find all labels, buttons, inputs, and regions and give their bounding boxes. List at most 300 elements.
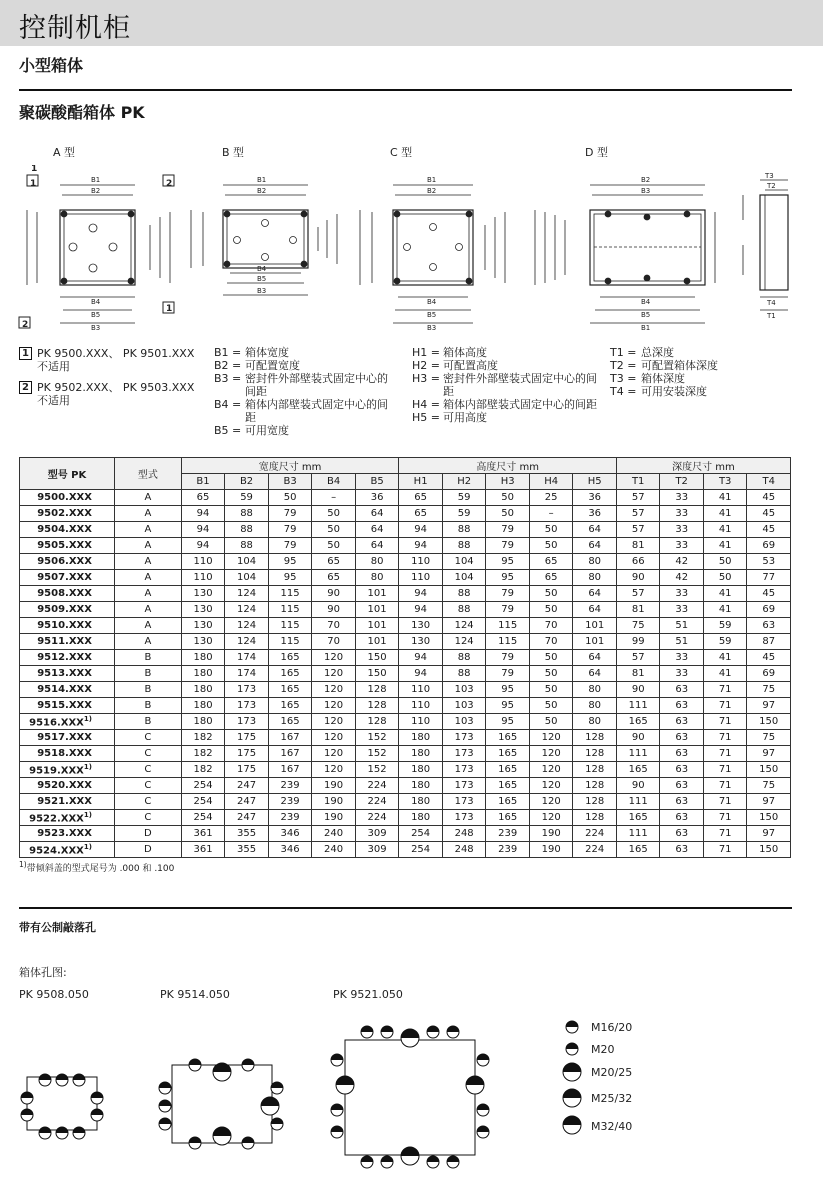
table-cell: A bbox=[114, 506, 181, 522]
table-cell: 50 bbox=[529, 522, 573, 538]
table-cell: 88 bbox=[442, 586, 486, 602]
table-cell: 69 bbox=[747, 538, 791, 554]
table-cell: B bbox=[114, 714, 181, 730]
table-cell: 180 bbox=[181, 698, 225, 714]
table-cell: 95 bbox=[268, 570, 312, 586]
table-cell: 66 bbox=[616, 554, 660, 570]
table-cell: 248 bbox=[442, 842, 486, 858]
model-header: 型号 PK bbox=[20, 458, 115, 490]
svg-text:B4: B4 bbox=[91, 298, 101, 306]
table-cell: 165 bbox=[486, 746, 530, 762]
table-cell: 50 bbox=[529, 586, 573, 602]
table-cell: 79 bbox=[486, 666, 530, 682]
table-cell: 190 bbox=[529, 826, 573, 842]
table-cell: 79 bbox=[268, 522, 312, 538]
subtitle: 小型箱体 bbox=[19, 56, 84, 75]
table-cell: 63 bbox=[660, 682, 703, 698]
height-group-header: 高度尺寸 mm bbox=[399, 458, 617, 474]
table-cell: 173 bbox=[442, 762, 486, 778]
table-cell: A bbox=[114, 522, 181, 538]
table-cell: A bbox=[114, 602, 181, 618]
table-cell: A bbox=[114, 634, 181, 650]
table-row bbox=[20, 762, 791, 778]
table-cell: 165 bbox=[268, 698, 312, 714]
table-cell: 63 bbox=[660, 826, 703, 842]
table-cell: 94 bbox=[181, 538, 225, 554]
table-cell: 95 bbox=[486, 554, 530, 570]
table-cell: 182 bbox=[181, 746, 225, 762]
table-cell: 94 bbox=[399, 650, 443, 666]
table-cell: 165 bbox=[486, 762, 530, 778]
size-m32-40: M32/40 bbox=[591, 1120, 633, 1133]
svg-text:T3: T3 bbox=[765, 172, 774, 180]
table-cell: 45 bbox=[747, 490, 791, 506]
col-header-h4: H4 bbox=[529, 474, 573, 490]
table-cell: 33 bbox=[660, 586, 703, 602]
table-cell: 45 bbox=[747, 650, 791, 666]
model-cell: 9508.XXX bbox=[20, 586, 115, 602]
table-row bbox=[20, 586, 791, 602]
svg-text:B2: B2 bbox=[91, 187, 101, 195]
table-cell: 180 bbox=[399, 794, 443, 810]
table-cell: 101 bbox=[573, 634, 617, 650]
table-cell: 152 bbox=[355, 730, 399, 746]
table-cell: 41 bbox=[703, 586, 746, 602]
table-cell: 69 bbox=[747, 666, 791, 682]
table-cell: 111 bbox=[616, 698, 660, 714]
table-cell: 103 bbox=[442, 682, 486, 698]
table-cell: 224 bbox=[355, 794, 399, 810]
table-cell: 80 bbox=[573, 714, 617, 730]
svg-text:B1: B1 bbox=[91, 176, 101, 184]
table-cell: D bbox=[114, 826, 181, 842]
table-cell: 239 bbox=[268, 810, 312, 826]
table-cell: 120 bbox=[529, 778, 573, 794]
table-cell: 33 bbox=[660, 490, 703, 506]
divider bbox=[19, 89, 792, 91]
svg-text:1: 1 bbox=[166, 304, 173, 314]
table-cell: A bbox=[114, 586, 181, 602]
table-cell: 75 bbox=[747, 778, 791, 794]
width-group-header: 宽度尺寸 mm bbox=[181, 458, 399, 474]
table-cell: A bbox=[114, 570, 181, 586]
type-header: 型式 bbox=[114, 458, 181, 490]
table-cell: 110 bbox=[399, 570, 443, 586]
col-header-t3: T3 bbox=[703, 474, 746, 490]
svg-text:B5: B5 bbox=[641, 311, 651, 319]
svg-text:B3: B3 bbox=[91, 324, 101, 332]
table-row bbox=[20, 730, 791, 746]
table-cell: 80 bbox=[573, 682, 617, 698]
hole-label: 箱体孔图: bbox=[19, 966, 67, 979]
table-cell: 355 bbox=[225, 826, 269, 842]
table-row bbox=[20, 794, 791, 810]
table-cell: 71 bbox=[703, 826, 746, 842]
table-cell: 64 bbox=[573, 522, 617, 538]
table-cell: 51 bbox=[660, 634, 703, 650]
table-cell: 239 bbox=[268, 778, 312, 794]
table-cell: 240 bbox=[312, 842, 356, 858]
table-cell: 50 bbox=[529, 698, 573, 714]
table-cell: 94 bbox=[399, 538, 443, 554]
table-cell: 33 bbox=[660, 538, 703, 554]
svg-text:B3: B3 bbox=[641, 187, 651, 195]
table-cell: 247 bbox=[225, 794, 269, 810]
table-cell: 128 bbox=[355, 698, 399, 714]
col-header-t4: T4 bbox=[747, 474, 791, 490]
table-cell: 165 bbox=[268, 666, 312, 682]
model-cell: 9515.XXX bbox=[20, 698, 115, 714]
table-cell: 64 bbox=[573, 586, 617, 602]
table-cell: A bbox=[114, 538, 181, 554]
table-cell: 95 bbox=[486, 698, 530, 714]
table-cell: 90 bbox=[616, 570, 660, 586]
table-cell: 50 bbox=[529, 602, 573, 618]
table-row bbox=[20, 682, 791, 698]
dimension-drawings bbox=[15, 165, 795, 335]
table-cell: 88 bbox=[442, 522, 486, 538]
table-cell: 95 bbox=[268, 554, 312, 570]
table-row bbox=[20, 842, 791, 858]
table-cell: 57 bbox=[616, 506, 660, 522]
table-cell: 71 bbox=[703, 842, 746, 858]
table-cell: 128 bbox=[573, 794, 617, 810]
model-cell: 9516.XXX$^{1)}$ bbox=[20, 714, 115, 730]
table-cell: 71 bbox=[703, 762, 746, 778]
table-cell: 50 bbox=[529, 666, 573, 682]
table-cell: 110 bbox=[399, 714, 443, 730]
table-cell: 50 bbox=[268, 490, 312, 506]
table-cell: B bbox=[114, 650, 181, 666]
table-cell: 64 bbox=[355, 506, 399, 522]
table-cell: 248 bbox=[442, 826, 486, 842]
table-cell: 57 bbox=[616, 522, 660, 538]
table-cell: 190 bbox=[312, 778, 356, 794]
model-cell: 9514.XXX bbox=[20, 682, 115, 698]
table-cell: 180 bbox=[399, 762, 443, 778]
model-cell: 9522.XXX$^{1)}$ bbox=[20, 810, 115, 826]
col-header-h1: H1 bbox=[399, 474, 443, 490]
table-cell: 239 bbox=[268, 794, 312, 810]
table-cell: C bbox=[114, 762, 181, 778]
table-cell: 165 bbox=[268, 650, 312, 666]
table-cell: 63 bbox=[747, 618, 791, 634]
model-cell: 9511.XXX bbox=[20, 634, 115, 650]
table-cell: 110 bbox=[399, 698, 443, 714]
table-row bbox=[20, 506, 791, 522]
table-cell: 63 bbox=[660, 778, 703, 794]
legend-height: H1 = 箱体高度 H2 = 可配置高度 H3 = 密封件外部壁装式固定中心的间距 H4 = 箱体内部壁装式固定中心的间距 H5 = 可用高度 bbox=[412, 346, 597, 424]
table-cell: 41 bbox=[703, 666, 746, 682]
table-cell: 165 bbox=[268, 682, 312, 698]
table-row bbox=[20, 826, 791, 842]
table-cell: 79 bbox=[486, 586, 530, 602]
table-cell: 65 bbox=[312, 570, 356, 586]
table-cell: B bbox=[114, 698, 181, 714]
table-cell: 111 bbox=[616, 826, 660, 842]
type-d-label: D 型 bbox=[585, 146, 608, 159]
table-cell: 50 bbox=[703, 554, 746, 570]
knockout-title: 带有公制敲落孔 bbox=[19, 921, 96, 934]
col-header-b2: B2 bbox=[225, 474, 269, 490]
col-header-t2: T2 bbox=[660, 474, 703, 490]
model-cell: 9523.XXX bbox=[20, 826, 115, 842]
table-row bbox=[20, 522, 791, 538]
table-cell: 150 bbox=[747, 714, 791, 730]
table-cell: 130 bbox=[399, 634, 443, 650]
table-cell: 88 bbox=[225, 538, 269, 554]
table-cell: 69 bbox=[747, 602, 791, 618]
table-cell: 64 bbox=[573, 666, 617, 682]
table-cell: 95 bbox=[486, 714, 530, 730]
table-cell: 346 bbox=[268, 826, 312, 842]
table-cell: 128 bbox=[573, 810, 617, 826]
table-cell: 90 bbox=[616, 778, 660, 794]
table-cell: 173 bbox=[225, 682, 269, 698]
svg-text:B2: B2 bbox=[641, 176, 651, 184]
table-cell: 63 bbox=[660, 698, 703, 714]
table-cell: 41 bbox=[703, 522, 746, 538]
table-cell: 99 bbox=[616, 634, 660, 650]
table-cell: 254 bbox=[181, 794, 225, 810]
table-cell: 36 bbox=[573, 490, 617, 506]
table-cell: 41 bbox=[703, 650, 746, 666]
model-cell: 9524.XXX$^{1)}$ bbox=[20, 842, 115, 858]
table-cell: 71 bbox=[703, 682, 746, 698]
svg-text:B2: B2 bbox=[427, 187, 437, 195]
size-m25-32: M25/32 bbox=[591, 1092, 633, 1105]
table-cell: 130 bbox=[181, 602, 225, 618]
notes bbox=[19, 347, 209, 407]
col-header-b4: B4 bbox=[312, 474, 356, 490]
col-header-b1: B1 bbox=[181, 474, 225, 490]
table-cell: 104 bbox=[442, 570, 486, 586]
model-cell: 9506.XXX bbox=[20, 554, 115, 570]
table-cell: 175 bbox=[225, 730, 269, 746]
table-cell: 180 bbox=[399, 778, 443, 794]
table-cell: 95 bbox=[486, 682, 530, 698]
table-cell: 173 bbox=[442, 746, 486, 762]
table-cell: 71 bbox=[703, 778, 746, 794]
table-cell: 87 bbox=[747, 634, 791, 650]
table-cell: 120 bbox=[529, 730, 573, 746]
table-cell: 65 bbox=[399, 490, 443, 506]
table-row bbox=[20, 746, 791, 762]
table-cell: 94 bbox=[399, 522, 443, 538]
table-cell: 180 bbox=[181, 650, 225, 666]
table-cell: 115 bbox=[268, 618, 312, 634]
table-cell: 110 bbox=[399, 682, 443, 698]
table-cell: 254 bbox=[399, 826, 443, 842]
table-cell: 115 bbox=[268, 634, 312, 650]
table-cell: 111 bbox=[616, 746, 660, 762]
svg-text:B3: B3 bbox=[427, 324, 437, 332]
table-cell: 80 bbox=[573, 698, 617, 714]
table-cell: 81 bbox=[616, 666, 660, 682]
model-cell: 9507.XXX bbox=[20, 570, 115, 586]
table-cell: 25 bbox=[529, 490, 573, 506]
model-cell: 9519.XXX$^{1)}$ bbox=[20, 762, 115, 778]
table-cell: B bbox=[114, 682, 181, 698]
table-cell: 42 bbox=[660, 554, 703, 570]
table-cell: 174 bbox=[225, 650, 269, 666]
table-cell: 182 bbox=[181, 762, 225, 778]
table-cell: D bbox=[114, 842, 181, 858]
table-row bbox=[20, 634, 791, 650]
table-cell: 101 bbox=[355, 634, 399, 650]
table-cell: 175 bbox=[225, 762, 269, 778]
table-cell: 94 bbox=[399, 602, 443, 618]
table-cell: 64 bbox=[355, 538, 399, 554]
knockout-drawings bbox=[15, 1010, 645, 1180]
table-cell: 33 bbox=[660, 666, 703, 682]
table-cell: 80 bbox=[355, 554, 399, 570]
table-cell: 71 bbox=[703, 794, 746, 810]
table-cell: C bbox=[114, 746, 181, 762]
table-cell: 33 bbox=[660, 506, 703, 522]
model-cell: 9518.XXX bbox=[20, 746, 115, 762]
model-cell: 9500.XXX bbox=[20, 490, 115, 506]
model-cell: 9505.XXX bbox=[20, 538, 115, 554]
table-cell: 120 bbox=[529, 762, 573, 778]
table-cell: 90 bbox=[616, 730, 660, 746]
page-title: 控制机柜 bbox=[19, 13, 131, 44]
table-cell: 75 bbox=[747, 682, 791, 698]
col-header-h3: H3 bbox=[486, 474, 530, 490]
svg-text:B4: B4 bbox=[427, 298, 437, 306]
table-row bbox=[20, 810, 791, 826]
table-cell: 167 bbox=[268, 730, 312, 746]
table-cell: 71 bbox=[703, 714, 746, 730]
table-cell: 36 bbox=[573, 506, 617, 522]
table-cell: 97 bbox=[747, 794, 791, 810]
table-cell: C bbox=[114, 794, 181, 810]
table-cell: 101 bbox=[355, 618, 399, 634]
spec-table bbox=[19, 457, 791, 858]
model-cell: 9509.XXX bbox=[20, 602, 115, 618]
svg-text:B1: B1 bbox=[257, 176, 267, 184]
table-cell: 240 bbox=[312, 826, 356, 842]
table-cell: C bbox=[114, 810, 181, 826]
table-cell: 36 bbox=[355, 490, 399, 506]
table-cell: 190 bbox=[312, 794, 356, 810]
table-cell: A bbox=[114, 554, 181, 570]
table-row bbox=[20, 698, 791, 714]
table-cell: 80 bbox=[573, 554, 617, 570]
svg-text:1: 1 bbox=[30, 179, 37, 189]
table-cell: 361 bbox=[181, 826, 225, 842]
table-cell: 130 bbox=[181, 586, 225, 602]
table-cell: 75 bbox=[616, 618, 660, 634]
table-cell: 124 bbox=[225, 634, 269, 650]
depth-group-header: 深度尺寸 mm bbox=[616, 458, 790, 474]
svg-text:B4: B4 bbox=[641, 298, 651, 306]
table-cell: 165 bbox=[616, 762, 660, 778]
table-cell: 81 bbox=[616, 538, 660, 554]
table-cell: 165 bbox=[268, 714, 312, 730]
table-cell: 309 bbox=[355, 842, 399, 858]
table-cell: 190 bbox=[529, 842, 573, 858]
table-cell: 128 bbox=[573, 778, 617, 794]
table-cell: 94 bbox=[181, 522, 225, 538]
model-9514: PK 9514.050 bbox=[160, 988, 230, 1001]
table-cell: 64 bbox=[573, 602, 617, 618]
table-cell: 104 bbox=[225, 554, 269, 570]
table-cell: 173 bbox=[225, 714, 269, 730]
table-cell: 63 bbox=[660, 794, 703, 810]
table-cell: 120 bbox=[312, 762, 356, 778]
table-cell: A bbox=[114, 618, 181, 634]
table-cell: 75 bbox=[747, 730, 791, 746]
table-cell: 79 bbox=[486, 522, 530, 538]
table-cell: 65 bbox=[529, 554, 573, 570]
table-cell: 173 bbox=[225, 698, 269, 714]
table-cell: 361 bbox=[181, 842, 225, 858]
type-c-label: C 型 bbox=[390, 146, 413, 159]
table-cell: 175 bbox=[225, 746, 269, 762]
table-cell: 120 bbox=[312, 714, 356, 730]
table-cell: 173 bbox=[442, 810, 486, 826]
table-row bbox=[20, 490, 791, 506]
table-cell: 101 bbox=[355, 602, 399, 618]
table-cell: 79 bbox=[486, 538, 530, 554]
table-cell: 110 bbox=[181, 570, 225, 586]
table-cell: 64 bbox=[355, 522, 399, 538]
svg-text:B1: B1 bbox=[641, 324, 651, 332]
table-cell: 247 bbox=[225, 810, 269, 826]
table-cell: 150 bbox=[747, 810, 791, 826]
table-cell: 115 bbox=[486, 618, 530, 634]
table-cell: 128 bbox=[573, 746, 617, 762]
model-9508: PK 9508.050 bbox=[19, 988, 89, 1001]
section-title: 聚碳酸酯箱体 PK bbox=[19, 103, 145, 122]
table-cell: B bbox=[114, 666, 181, 682]
table-cell: 65 bbox=[181, 490, 225, 506]
table-cell: 71 bbox=[703, 730, 746, 746]
table-cell: 190 bbox=[312, 810, 356, 826]
table-cell: 33 bbox=[660, 650, 703, 666]
table-cell: 70 bbox=[312, 618, 356, 634]
size-m20: M20 bbox=[591, 1043, 615, 1056]
table-cell: 33 bbox=[660, 602, 703, 618]
table-cell: 174 bbox=[225, 666, 269, 682]
table-cell: 224 bbox=[355, 778, 399, 794]
table-cell: 120 bbox=[312, 730, 356, 746]
table-cell: 50 bbox=[312, 522, 356, 538]
table-cell: 57 bbox=[616, 586, 660, 602]
table-cell: 239 bbox=[486, 842, 530, 858]
table-cell: 124 bbox=[442, 634, 486, 650]
table-cell: 180 bbox=[181, 682, 225, 698]
table-cell: 104 bbox=[225, 570, 269, 586]
svg-text:B1: B1 bbox=[427, 176, 437, 184]
table-cell: 130 bbox=[399, 618, 443, 634]
svg-text:T4: T4 bbox=[767, 299, 776, 307]
svg-text:T1: T1 bbox=[767, 312, 776, 320]
model-cell: 9502.XXX bbox=[20, 506, 115, 522]
table-cell: 63 bbox=[660, 714, 703, 730]
table-cell: 50 bbox=[312, 506, 356, 522]
table-cell: 120 bbox=[529, 810, 573, 826]
divider bbox=[19, 907, 792, 909]
table-cell: 59 bbox=[703, 618, 746, 634]
table-cell: 79 bbox=[268, 538, 312, 554]
svg-text:2: 2 bbox=[22, 320, 29, 330]
svg-text:B5: B5 bbox=[427, 311, 437, 319]
table-cell: 71 bbox=[703, 746, 746, 762]
legend-width: B1 = 箱体宽度 B2 = 可配置宽度 B3 = 密封件外部壁装式固定中心的间距 B4 = 箱体内部壁装式固定中心的间距 B5 = 可用宽度 bbox=[214, 346, 388, 437]
table-cell: 88 bbox=[442, 602, 486, 618]
